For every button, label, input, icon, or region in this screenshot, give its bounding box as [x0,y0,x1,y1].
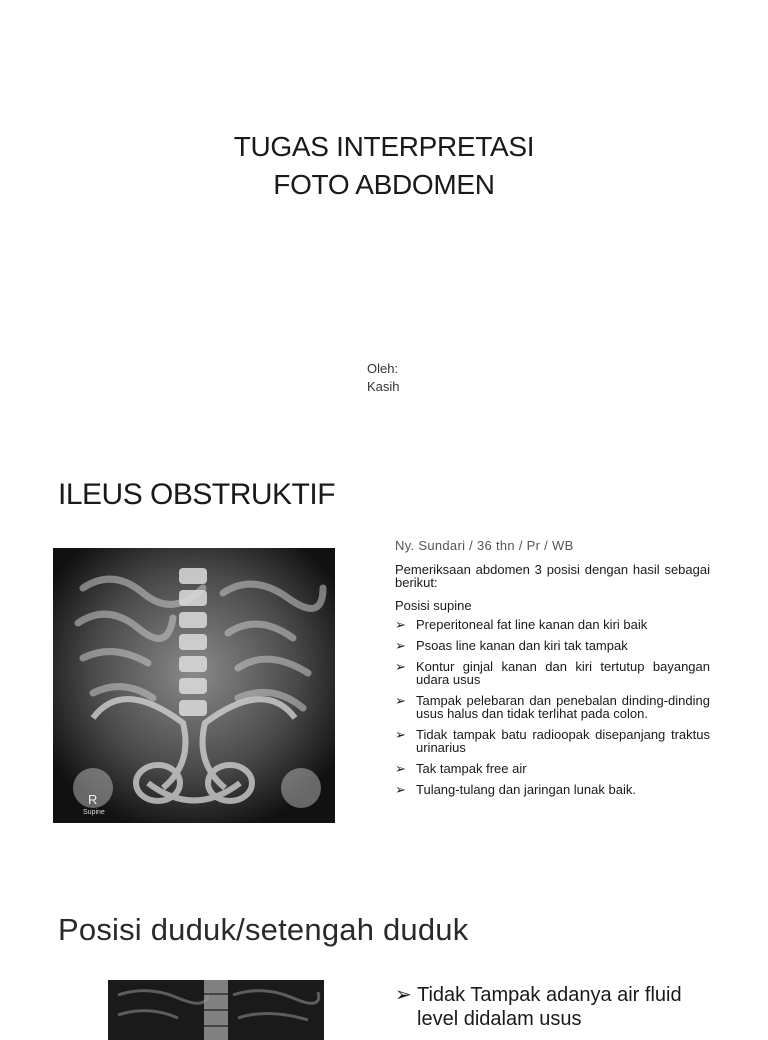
slide-title [0,0,768,440]
arrow-bullet-icon: ➢ [395,782,406,797]
slide-heading: ILEUS OBSTRUKTIF [58,478,336,511]
arrow-bullet-icon: ➢ [395,638,406,653]
xray-image-supine [53,548,335,823]
finding-item: ➢ Psoas line kanan dan kiri tak tampak [395,638,628,653]
slide-title-heading [0,128,768,204]
xray-image-sitting [108,980,324,1040]
title-line-1: TUGAS INTERPRETASI [233,131,535,162]
finding-item: ➢ Tulang-tulang dan jaringan lunak baik. [395,782,636,797]
finding-item: ➢ Tidak tampak batu radioopak disepanjang traktus urinarius [395,727,710,755]
finding-item: ➢ Kontur ginjal kanan dan kiri tertutup bayangan udara usus [395,659,710,687]
arrow-bullet-icon: ➢ [395,659,406,674]
finding-item: ➢ Preperitoneal fat line kanan dan kiri baik [395,617,648,632]
author-name: Kasih [367,379,400,394]
arrow-bullet-icon: ➢ [395,984,412,1006]
xray-marker: R [88,792,98,807]
findings-list [395,618,710,796]
finding-item: ➢ Tak tampak free air [395,761,527,776]
author-label: Oleh: [367,361,399,376]
arrow-bullet-icon: ➢ [395,727,406,742]
xray-position-label: Supine [83,809,105,816]
slide-sitting-position [0,880,768,1030]
position-label: Posisi supine [395,598,472,613]
slide-ileus [0,440,768,880]
title-line-2: FOTO ABDOMEN [273,169,495,200]
finding-item: ➢ Tidak Tampak adanya air fluid level didalam usus [395,984,682,1030]
author-block [367,360,400,396]
arrow-bullet-icon: ➢ [395,617,406,632]
finding-item: ➢ Tampak pelebaran dan penebalan dinding-dinding usus halus dan tidak terlihat pada colon. [395,693,710,721]
arrow-bullet-icon: ➢ [395,761,406,776]
patient-info: Ny. Sundari / 36 thn / Pr / WB [395,538,574,553]
arrow-bullet-icon: ➢ [395,693,406,708]
findings-column [395,538,710,804]
intro-text: Pemeriksaan abdomen 3 posisi dengan hasil sebagai berikut: [395,562,710,590]
slide-heading: Posisi duduk/setengah duduk [58,912,469,947]
